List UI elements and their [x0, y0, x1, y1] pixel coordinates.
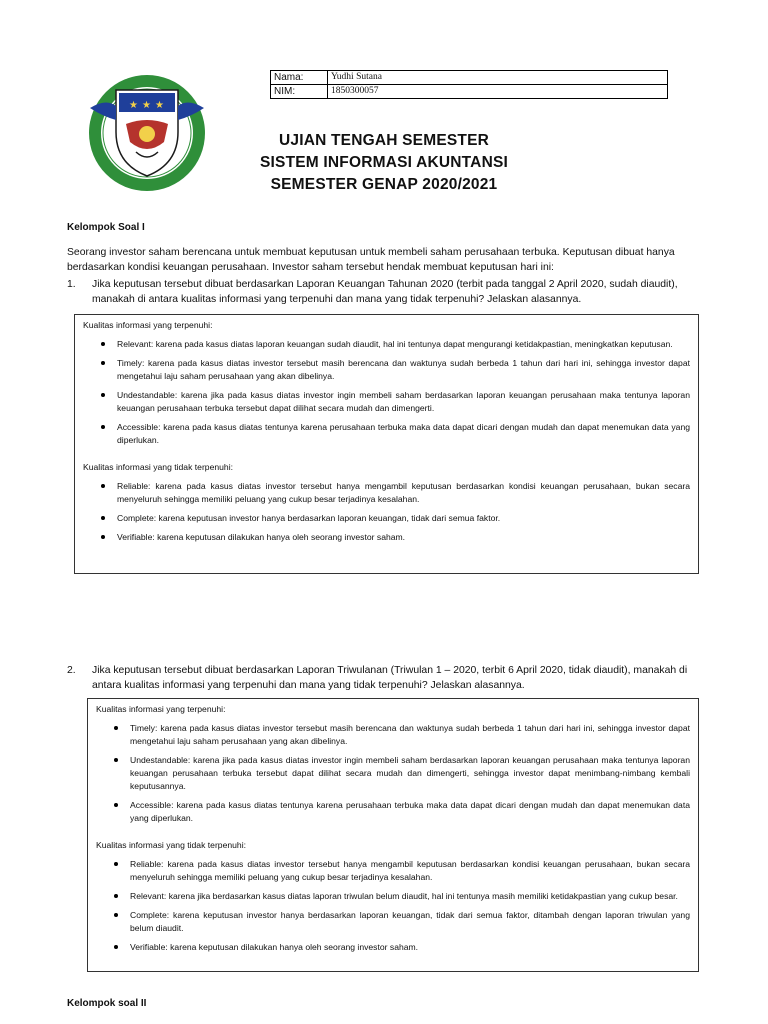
- list-item: Verifiable: karena keputusan dilakukan hanya oleh seorang investor saham.: [96, 941, 690, 954]
- question-2-number: 2.: [67, 665, 76, 676]
- list-item: Relevant: karena pada kasus diatas laporan keuangan sudah diaudit, hal ini tentunya dapat mengurangi ketidakpastian, meningkatkan keputusan.: [83, 338, 690, 351]
- bullet-icon: [114, 894, 118, 898]
- list-item: Undestandable: karena jika pada kasus diatas investor ingin membeli saham berdasarkan laporan keuangan perusahaan maka tentunya laporan keuangan perusahaan terbuka tersebut dapat dilihat secara mudah dan dimengerti.: [83, 389, 690, 415]
- list-item: Reliable: karena pada kasus diatas investor tersebut hanya mengambil keputusan berdasarkan kondisi keuangan perusahaan, bukan secara menyeluruh sehingga memiliki peluang yang cukup besar terjadinya kesalahan.: [83, 480, 690, 506]
- svg-text:★: ★: [129, 100, 138, 111]
- exam-title: UJIAN TENGAH SEMESTER: [278, 132, 490, 149]
- bullet-icon: [101, 342, 105, 346]
- nim-row: [271, 85, 668, 99]
- stie-jayakusuma-logo: [86, 72, 208, 194]
- list-item: Verifiable: karena keputusan dilakukan hanya oleh seorang investor saham.: [83, 531, 690, 544]
- group1-heading: Kelompok Soal I: [67, 222, 145, 233]
- list-item: Complete: karena keputusan investor hanya berdasarkan laporan keuangan, tidak dari semua faktor, ditambah dengan laporan triwulan yang belum diaudit.: [96, 909, 690, 935]
- list-item: Relevant: karena jika berdasarkan kasus diatas laporan triwulan belum diaudit, hal ini tentunya masih memiliki ketidakpastian yang cukup besar.: [96, 890, 690, 903]
- bullet-icon: [114, 945, 118, 949]
- question-2-text: Jika keputusan tersebut dibuat berdasarkan Laporan Triwulanan (Triwulan 1 – 2020, terbit 6 April 2020, tidak diaudit), manakah di antara kualitas informasi yang terpenuhi dan mana yang tidak terpenuhi? Jelaskan alasannya.: [92, 665, 688, 691]
- name-value: Yudhi Sutana: [328, 71, 668, 85]
- answer-box-1: [74, 314, 699, 574]
- group1-intro: Seorang investor saham berencana untuk membuat keputusan untuk membeli saham perusahaan terbuka. Keputusan dibuat hanya berdasarkan kondisi keuangan perusahaan. Investor saham tersebut hendak membuat keputusan hari ini:: [67, 247, 675, 273]
- student-id-table: [270, 70, 668, 99]
- q2-unfulfilled-title: Kualitas informasi yang tidak terpenuhi:: [96, 840, 246, 850]
- name-row: [271, 71, 668, 85]
- list-item: Accessible: karena pada kasus diatas tentunya karena perusahaan terbuka maka data dapat dicari dengan mudah dan dapat menemukan data yang diperlukan.: [83, 421, 690, 447]
- list-item: Accessible: karena pada kasus diatas tentunya karena perusahaan terbuka maka data dapat dicari dengan mudah dan dapat menemukan data yang diperlukan.: [96, 799, 690, 825]
- question-1: [67, 277, 697, 307]
- bullet-icon: [114, 758, 118, 762]
- answer-box-2: [87, 698, 699, 972]
- svg-text:★: ★: [142, 100, 151, 111]
- list-item: Timely: karena pada kasus diatas investor tersebut masih berencana dan waktunya sudah berbeda 1 tahun dari hari ini, sehingga investor dapat mengetahui laju saham perusahaan yang akan dibelinya.: [83, 357, 690, 383]
- q1-unfulfilled-title: Kualitas informasi yang tidak terpenuhi:: [83, 462, 233, 472]
- nim-label: NIM:: [271, 85, 328, 99]
- list-item: Timely: karena pada kasus diatas investor tersebut masih berencana dan waktunya sudah berbeda 1 tahun dari hari ini, sehingga investor dapat mengetahui laju saham perusahaan yang akan dibelinya.: [96, 722, 690, 748]
- bullet-icon: [101, 535, 105, 539]
- semester-title: SEMESTER GENAP 2020/2021: [270, 176, 498, 193]
- list-item: Complete: karena keputusan investor hanya berdasarkan laporan keuangan, tidak dari semua faktor.: [83, 512, 690, 525]
- bullet-icon: [101, 425, 105, 429]
- group2-heading: Kelompok soal II: [67, 998, 147, 1009]
- list-item: Undestandable: karena jika pada kasus diatas investor ingin membeli saham berdasarkan laporan keuangan perusahaan maka tentunya laporan keuangan perusahaan terbuka tersebut dapat dilihat secara mudah dan dimengerti, sehingga investor dapat menimbang-nimbang kembali keputusannya.: [96, 754, 690, 793]
- name-label: Nama:: [271, 71, 328, 85]
- q2-fulfilled-list: [96, 722, 690, 825]
- bullet-icon: [114, 862, 118, 866]
- bullet-icon: [114, 913, 118, 917]
- bullet-icon: [114, 726, 118, 730]
- exam-title-block: [200, 130, 568, 196]
- question-1-number: 1.: [67, 279, 76, 290]
- q1-fulfilled-list: [83, 338, 690, 447]
- list-item: Reliable: karena pada kasus diatas investor tersebut hanya mengambil keputusan berdasarkan kondisi keuangan perusahaan, bukan secara menyeluruh sehingga memiliki peluang yang cukup besar terjadinya kesalahan.: [96, 858, 690, 884]
- q1-fulfilled-title: Kualitas informasi yang terpenuhi:: [83, 320, 213, 330]
- bullet-icon: [101, 361, 105, 365]
- question-1-text: Jika keputusan tersebut dibuat berdasarkan Laporan Keuangan Tahunan 2020 (terbit pada tanggal 2 April 2020, sudah diaudit), manakah di antara kualitas informasi yang terpenuhi dan mana yang tidak terpenuhi? Jelaskan alasannya.: [92, 279, 678, 305]
- bullet-icon: [101, 393, 105, 397]
- nim-value: 1850300057: [328, 85, 668, 99]
- course-title: SISTEM INFORMASI AKUNTANSI: [259, 154, 509, 171]
- q2-unfulfilled-list: [96, 858, 690, 954]
- question-2: [67, 663, 697, 693]
- q2-fulfilled-title: Kualitas informasi yang terpenuhi:: [96, 704, 226, 714]
- q1-unfulfilled-list: [83, 480, 690, 544]
- bullet-icon: [101, 484, 105, 488]
- bullet-icon: [114, 803, 118, 807]
- bullet-icon: [101, 516, 105, 520]
- svg-text:★: ★: [155, 100, 164, 111]
